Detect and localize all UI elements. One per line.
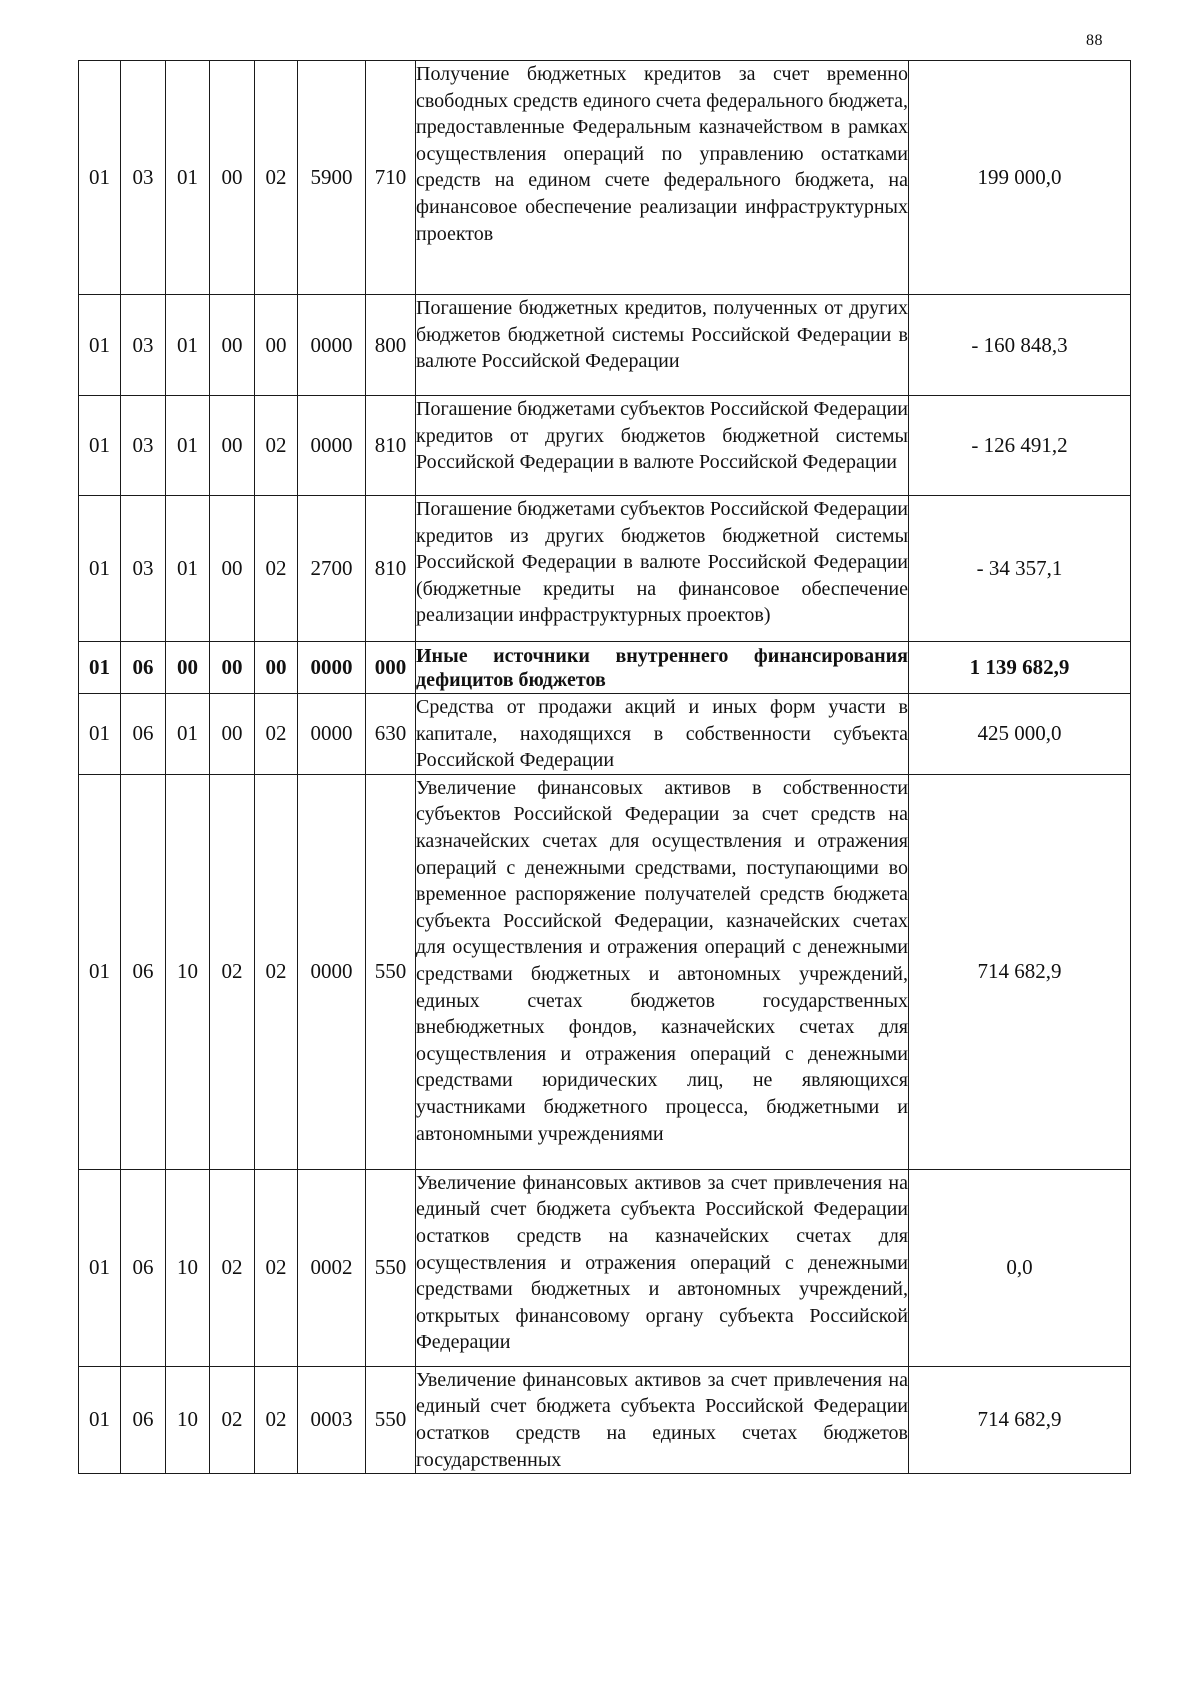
code-cell: 550	[366, 774, 416, 1169]
code-cell: 02	[255, 694, 298, 775]
code-cell: 01	[166, 396, 210, 496]
code-cell: 06	[121, 1366, 166, 1473]
budget-sources-table	[78, 60, 1131, 1474]
code-cell: 00	[210, 396, 255, 496]
description-cell: Погашение бюджетами субъектов Российской Федерации кредитов от других бюджетов бюджетной системы Российской Федерации в валюте Российской Федерации	[416, 396, 909, 496]
code-cell: 01	[79, 1169, 121, 1366]
code-cell: 0000	[298, 396, 366, 496]
table-body	[79, 61, 1131, 1474]
code-cell: 01	[79, 642, 121, 694]
code-cell: 01	[79, 694, 121, 775]
description-cell: Увеличение финансовых активов в собственности субъектов Российской Федерации за счет средств на казначейских счетах для осуществления и отражения операций с денежными средствами, поступающими во временное распоряжение получателей средств бюджета субъекта Российской Федерации, казначейских счетах для осуществления и отражения операций с денежными средствами бюджетных и автономных учреждений, единых счетах бюджетов государственных внебюджетных фондов, казначейских счетах для осуществления и отражения операций с денежными средствами юридических лиц, не являющихся участниками бюджетного процесса, бюджетными и автономными учреждениями	[416, 774, 909, 1169]
code-cell: 00	[210, 642, 255, 694]
code-cell: 00	[255, 295, 298, 396]
code-cell: 630	[366, 694, 416, 775]
code-cell: 2700	[298, 496, 366, 642]
code-cell: 0000	[298, 295, 366, 396]
code-cell: 02	[210, 1169, 255, 1366]
code-cell: 01	[79, 396, 121, 496]
code-cell: 810	[366, 496, 416, 642]
code-cell: 03	[121, 295, 166, 396]
table-row	[79, 496, 1131, 642]
table-row	[79, 1366, 1131, 1473]
amount-cell: 714 682,9	[909, 774, 1131, 1169]
code-cell: 10	[166, 774, 210, 1169]
table-row	[79, 1169, 1131, 1366]
code-cell: 5900	[298, 61, 366, 295]
code-cell: 06	[121, 1169, 166, 1366]
code-cell: 02	[255, 396, 298, 496]
code-cell: 0000	[298, 694, 366, 775]
code-cell: 03	[121, 396, 166, 496]
code-cell: 01	[166, 295, 210, 396]
code-cell: 02	[255, 496, 298, 642]
table-row	[79, 642, 1131, 694]
code-cell: 800	[366, 295, 416, 396]
description-cell: Средства от продажи акций и иных форм участи в капитале, находящихся в собственности субъекта Российской Федерации	[416, 694, 909, 775]
code-cell: 00	[210, 694, 255, 775]
code-cell: 0003	[298, 1366, 366, 1473]
code-cell: 0002	[298, 1169, 366, 1366]
description-cell: Увеличение финансовых активов за счет привлечения на единый счет бюджета субъекта Российской Федерации остатков средств на единых счетах бюджетов государственных	[416, 1366, 909, 1473]
code-cell: 0000	[298, 774, 366, 1169]
code-cell: 000	[366, 642, 416, 694]
amount-cell: - 34 357,1	[909, 496, 1131, 642]
table-row	[79, 295, 1131, 396]
table-row	[79, 61, 1131, 295]
code-cell: 02	[255, 1366, 298, 1473]
code-cell: 01	[79, 295, 121, 396]
code-cell: 10	[166, 1366, 210, 1473]
description-cell: Погашение бюджетных кредитов, полученных от других бюджетов бюджетной системы Российской Федерации в валюте Российской Федерации	[416, 295, 909, 396]
amount-cell: - 160 848,3	[909, 295, 1131, 396]
amount-cell: 425 000,0	[909, 694, 1131, 775]
code-cell: 550	[366, 1169, 416, 1366]
code-cell: 00	[210, 61, 255, 295]
code-cell: 01	[166, 61, 210, 295]
amount-cell: 0,0	[909, 1169, 1131, 1366]
code-cell: 03	[121, 61, 166, 295]
code-cell: 00	[210, 496, 255, 642]
code-cell: 710	[366, 61, 416, 295]
code-cell: 0000	[298, 642, 366, 694]
amount-cell: 199 000,0	[909, 61, 1131, 295]
page-number: 88	[1086, 32, 1103, 49]
table-row	[79, 774, 1131, 1169]
code-cell: 550	[366, 1366, 416, 1473]
description-cell: Иные источники внутреннего финансирования дефицитов бюджетов	[416, 642, 909, 694]
amount-cell: 1 139 682,9	[909, 642, 1131, 694]
code-cell: 02	[255, 774, 298, 1169]
table-row	[79, 396, 1131, 496]
code-cell: 03	[121, 496, 166, 642]
table-row	[79, 694, 1131, 775]
code-cell: 01	[79, 1366, 121, 1473]
code-cell: 01	[79, 774, 121, 1169]
code-cell: 00	[255, 642, 298, 694]
code-cell: 01	[166, 694, 210, 775]
code-cell: 02	[210, 1366, 255, 1473]
code-cell: 00	[166, 642, 210, 694]
code-cell: 810	[366, 396, 416, 496]
code-cell: 01	[79, 61, 121, 295]
code-cell: 06	[121, 694, 166, 775]
description-cell: Получение бюджетных кредитов за счет временно свободных средств единого счета федерального бюджета, предоставленные Федеральным казначейством в рамках осуществления операций по управлению остатками средств на едином счете федерального бюджета, на финансовое обеспечение реализации инфраструктурных проектов	[416, 61, 909, 295]
amount-cell: 714 682,9	[909, 1366, 1131, 1473]
code-cell: 06	[121, 774, 166, 1169]
amount-cell: - 126 491,2	[909, 396, 1131, 496]
code-cell: 01	[166, 496, 210, 642]
description-cell: Погашение бюджетами субъектов Российской Федерации кредитов из других бюджетов бюджетной системы Российской Федерации в валюте Российской Федерации (бюджетные кредиты на финансовое обеспечение реализации инфраструктурных проектов)	[416, 496, 909, 642]
code-cell: 02	[210, 774, 255, 1169]
code-cell: 00	[210, 295, 255, 396]
code-cell: 02	[255, 61, 298, 295]
code-cell: 10	[166, 1169, 210, 1366]
code-cell: 02	[255, 1169, 298, 1366]
code-cell: 01	[79, 496, 121, 642]
code-cell: 06	[121, 642, 166, 694]
description-cell: Увеличение финансовых активов за счет привлечения на единый счет бюджета субъекта Российской Федерации остатков средств на казначейских счетах для осуществления и отражения операций с денежными средствами бюджетных и автономных учреждений, открытых финансовому органу субъекта Российской Федерации	[416, 1169, 909, 1366]
